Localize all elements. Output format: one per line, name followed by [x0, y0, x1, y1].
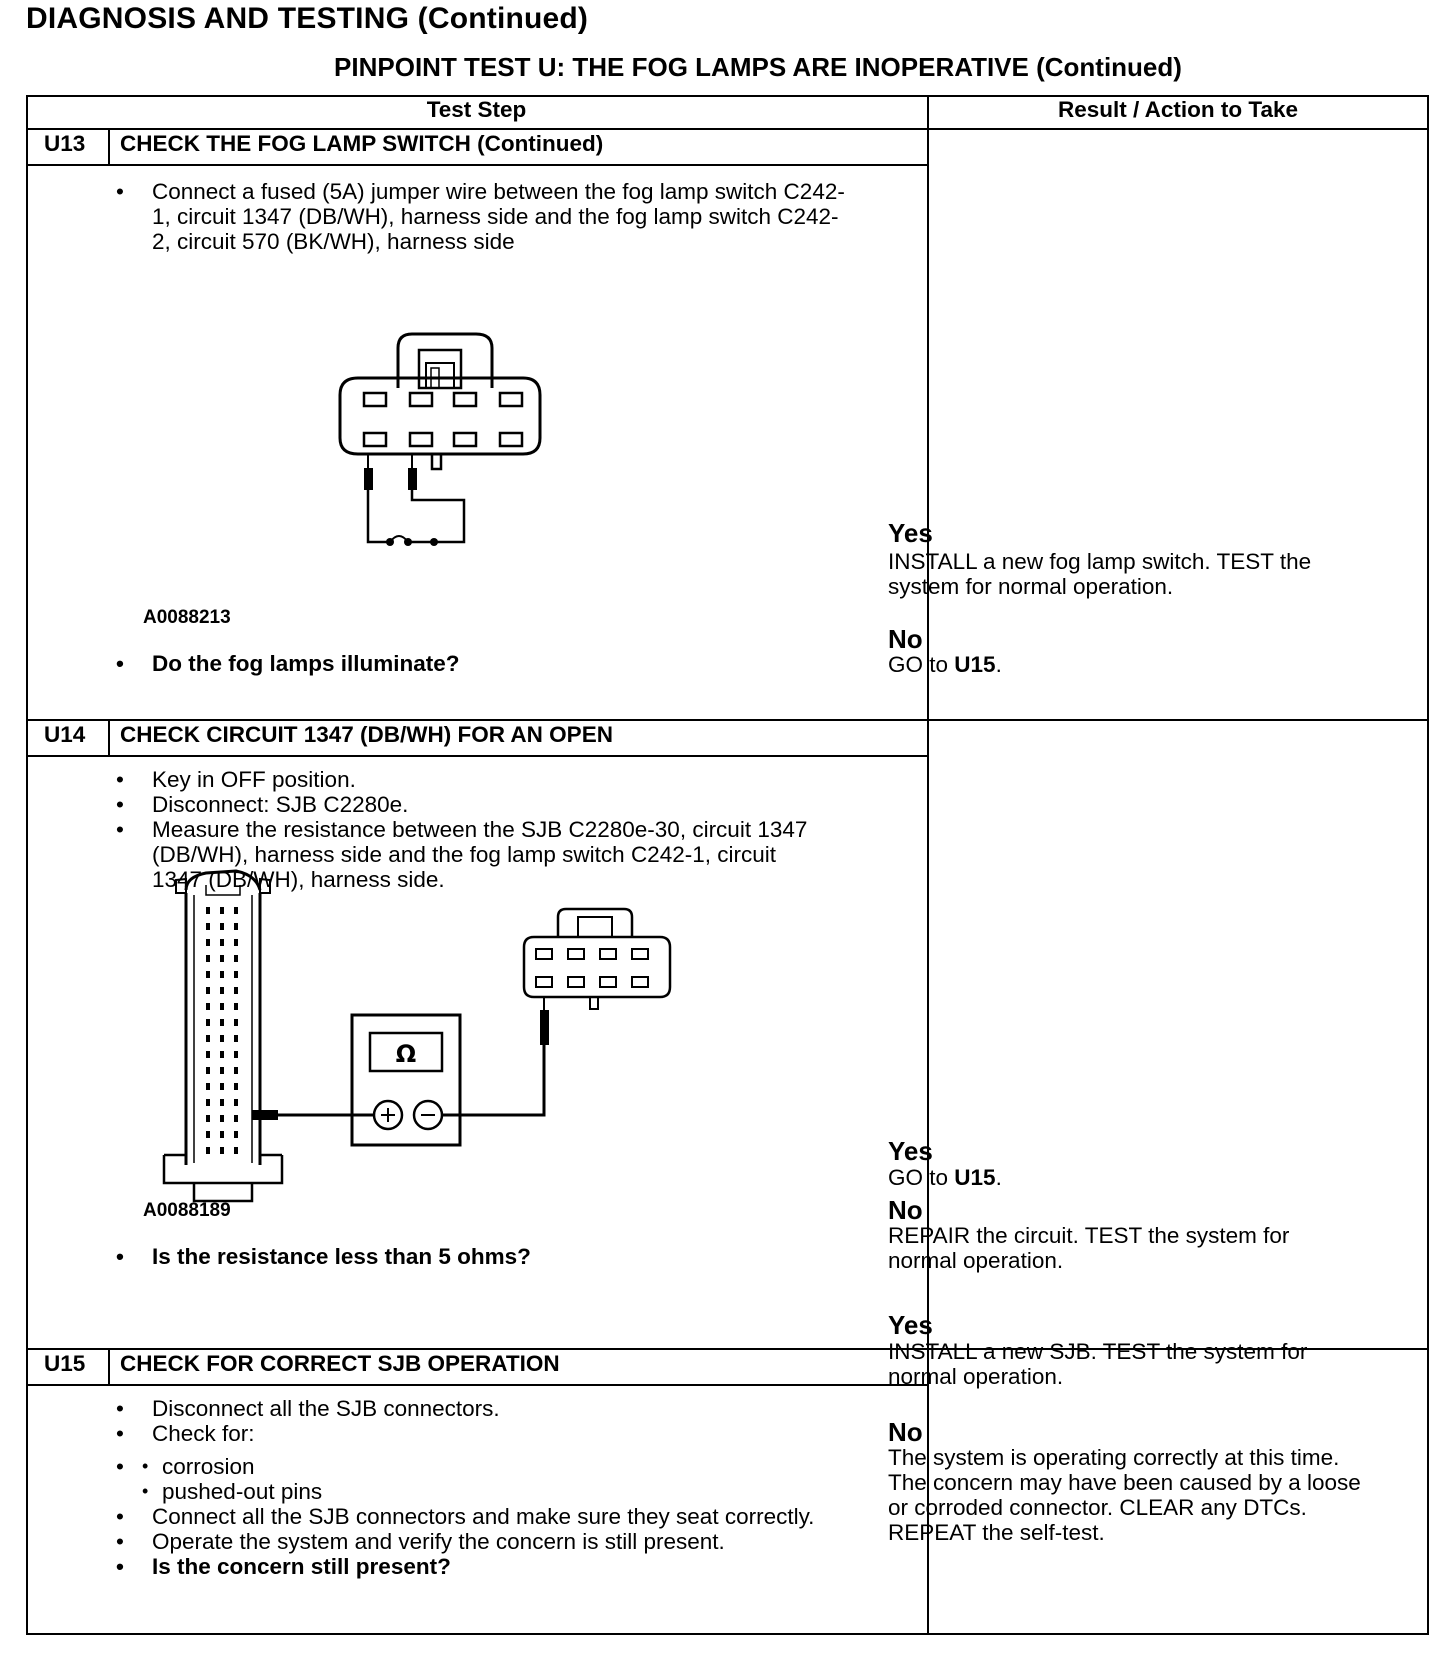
- result-yes-text-u14: GO to U15.: [888, 1165, 1002, 1190]
- sub-list-item: • • corrosion: [116, 1454, 886, 1479]
- result-no-label-u15: No: [888, 1417, 923, 1447]
- result-no-text-u13: GO to U15.: [888, 652, 1002, 677]
- sub-list-item: • pushed-out pins: [116, 1479, 886, 1504]
- list-item: • Operate the system and verify the concern is still present.: [116, 1529, 886, 1554]
- step-title-u14: CHECK CIRCUIT 1347 (DB/WH) FOR AN OPEN: [120, 722, 613, 747]
- sub-list-container: [116, 1454, 886, 1504]
- list-item: • Disconnect all the SJB connectors.: [116, 1396, 886, 1421]
- result-yes-label-u14: Yes: [888, 1136, 933, 1166]
- list-item: • Do the fog lamps illuminate?: [116, 651, 896, 676]
- result-yes-label-u15: Yes: [888, 1310, 933, 1340]
- step-link-u15[interactable]: U15: [954, 1165, 996, 1190]
- list-item: • Connect a fused (5A) jumper wire between the fog lamp switch C242-1, circuit 1347 (DB/WH), harness side and the fog lamp switch C242-2, circuit 570 (BK/WH), harness side: [116, 179, 856, 254]
- list-item: • Measure the resistance between the SJB C2280e-30, circuit 1347 (DB/WH), harness side and the fog lamp switch C242-1, circuit 1347 (DB/WH), harness side.: [116, 817, 816, 892]
- step-title-u13: CHECK THE FOG LAMP SWITCH (Continued): [120, 131, 604, 156]
- step-id-u13: U13: [44, 131, 86, 156]
- list-item: • Disconnect: SJB C2280e.: [116, 792, 816, 817]
- result-yes-text-u15: INSTALL a new SJB. TEST the system for normal operation.: [888, 1339, 1308, 1389]
- pinpoint-test-table: [26, 95, 1429, 1635]
- step-list-u15: [116, 1396, 886, 1579]
- result-no-text-u15: The system is operating correctly at this time. The concern may have been caused by a loose or corroded connector. CLEAR any DTCs. REPEAT the self-test.: [888, 1445, 1361, 1545]
- step-id-u15: U15: [44, 1351, 86, 1376]
- column-header-result: Result / Action to Take: [1057, 97, 1299, 122]
- list-item: • Check for:: [116, 1421, 886, 1446]
- sjb-connector-ohmmeter-figure: [156, 865, 696, 1205]
- list-item: • Key in OFF position.: [116, 767, 816, 792]
- result-yes-text-u13: INSTALL a new fog lamp switch. TEST the system for normal operation.: [888, 549, 1312, 599]
- result-no-text-u14: REPAIR the circuit. TEST the system for normal operation.: [888, 1223, 1290, 1273]
- page-heading: DIAGNOSIS AND TESTING (Continued): [26, 2, 589, 35]
- fog-lamp-switch-jumper-figure: [326, 330, 566, 560]
- column-header-test-step: Test Step: [426, 97, 527, 122]
- list-item: • Is the resistance less than 5 ohms?: [116, 1244, 896, 1269]
- ohm-symbol: Ω: [395, 1040, 417, 1068]
- figure-id-u14: A0088189: [143, 1200, 231, 1221]
- question-u14: [116, 1244, 896, 1269]
- result-no-label-u14: No: [888, 1195, 923, 1225]
- figure-id-u13: A0088213: [143, 607, 231, 628]
- list-item: • Is the concern still present?: [116, 1554, 886, 1579]
- step-link-u15[interactable]: U15: [954, 652, 996, 677]
- list-item: • Connect all the SJB connectors and make sure they seat correctly.: [116, 1504, 886, 1529]
- result-no-label-u13: No: [888, 624, 923, 654]
- pinpoint-test-title: PINPOINT TEST U: THE FOG LAMPS ARE INOPERATIVE (Continued): [334, 52, 1182, 82]
- question-u13: [116, 651, 896, 676]
- step-list-u13: [116, 179, 856, 254]
- result-yes-label-u13: Yes: [888, 518, 933, 548]
- step-id-u14: U14: [44, 722, 86, 747]
- step-title-u15: CHECK FOR CORRECT SJB OPERATION: [120, 1351, 560, 1376]
